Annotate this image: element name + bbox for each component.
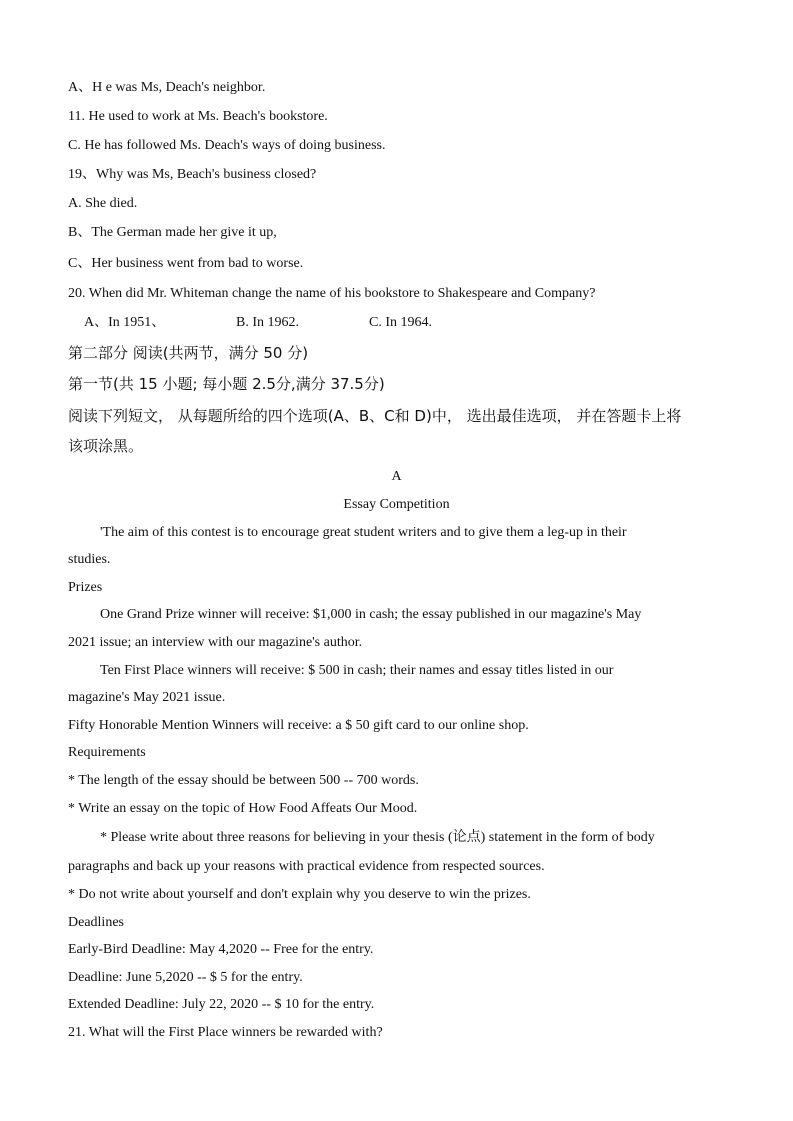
- requirement-4: * Do not write about yourself and don't explain why you deserve to win the prizes.: [68, 887, 531, 902]
- intro-line-1: 'The aim of this contest is to encourage great student writers and to give them a leg-up in their: [100, 525, 627, 540]
- q21-question: 21. What will the First Place winners be rewarded with?: [68, 1025, 383, 1040]
- deadlines-heading: Deadlines: [68, 915, 124, 930]
- deadline-regular: Deadline: June 5,2020 -- $ 5 for the entry.: [68, 970, 303, 985]
- honorable-mention: Fifty Honorable Mention Winners will receive: a $ 50 gift card to our online shop.: [68, 718, 529, 733]
- passage-letter: A: [391, 469, 402, 484]
- first-place-line-2: magazine's May 2021 issue.: [68, 690, 226, 705]
- q18-option-a: A、H e was Ms, Deach's neighbor.: [68, 80, 266, 95]
- grand-prize-line-2: 2021 issue; an interview with our magazine's author.: [68, 635, 363, 650]
- requirement-3-line-2: paragraphs and back up your reasons with practical evidence from respected sources.: [68, 859, 545, 874]
- q20-option-c: C. In 1964.: [369, 315, 432, 330]
- q20-option-a: A、In 1951、: [84, 315, 166, 330]
- part2-heading: 第二部分 阅读(共两节，满分 50 分): [68, 344, 309, 362]
- q19-question: 19、Why was Ms, Beach's business closed?: [68, 167, 317, 182]
- intro-line-2: studies.: [68, 552, 111, 567]
- q18-option-c: C. He has followed Ms. Deach's ways of doing business.: [68, 138, 386, 153]
- instructions-line-1: 阅读下列短文， 从每题所给的四个选项(A、B、C和 D)中， 选出最佳选项， 并在答题卡上将: [68, 407, 682, 425]
- grand-prize-line-1: One Grand Prize winner will receive: $1,000 in cash; the essay published in our magazine's May: [100, 607, 642, 622]
- deadline-early-bird: Early-Bird Deadline: May 4,2020 -- Free for the entry.: [68, 942, 374, 957]
- q19-option-b: B、The German made her give it up,: [68, 225, 277, 240]
- q20-option-b: B. In 1962.: [236, 315, 299, 330]
- q19-option-a: A. She died.: [68, 196, 138, 211]
- instructions-line-2: 该项涂黑。: [68, 437, 144, 455]
- q18-option-b: 11. He used to work at Ms. Beach's bookstore.: [68, 109, 328, 124]
- q20-question: 20. When did Mr. Whiteman change the name of his bookstore to Shakespeare and Company?: [68, 286, 596, 301]
- first-place-line-1: Ten First Place winners will receive: $ 500 in cash; their names and essay titles listed in our: [100, 663, 614, 678]
- section1-heading: 第一节(共 15 小题; 每小题 2.5分,满分 37.5分): [68, 375, 385, 393]
- passage-title: Essay Competition: [343, 497, 450, 512]
- q20-options: [84, 314, 432, 332]
- requirement-1: * The length of the essay should be between 500 -- 700 words.: [68, 773, 419, 788]
- deadline-extended: Extended Deadline: July 22, 2020 -- $ 10 for the entry.: [68, 997, 375, 1012]
- requirement-2: * Write an essay on the topic of How Food Affeats Our Mood.: [68, 801, 418, 816]
- prizes-heading: Prizes: [68, 580, 103, 595]
- requirements-heading: Requirements: [68, 745, 146, 760]
- q19-option-c: C、Her business went from bad to worse.: [68, 256, 304, 271]
- requirement-3-line-1: * Please write about three reasons for believing in your thesis (论点) statement in the form of body: [100, 830, 655, 845]
